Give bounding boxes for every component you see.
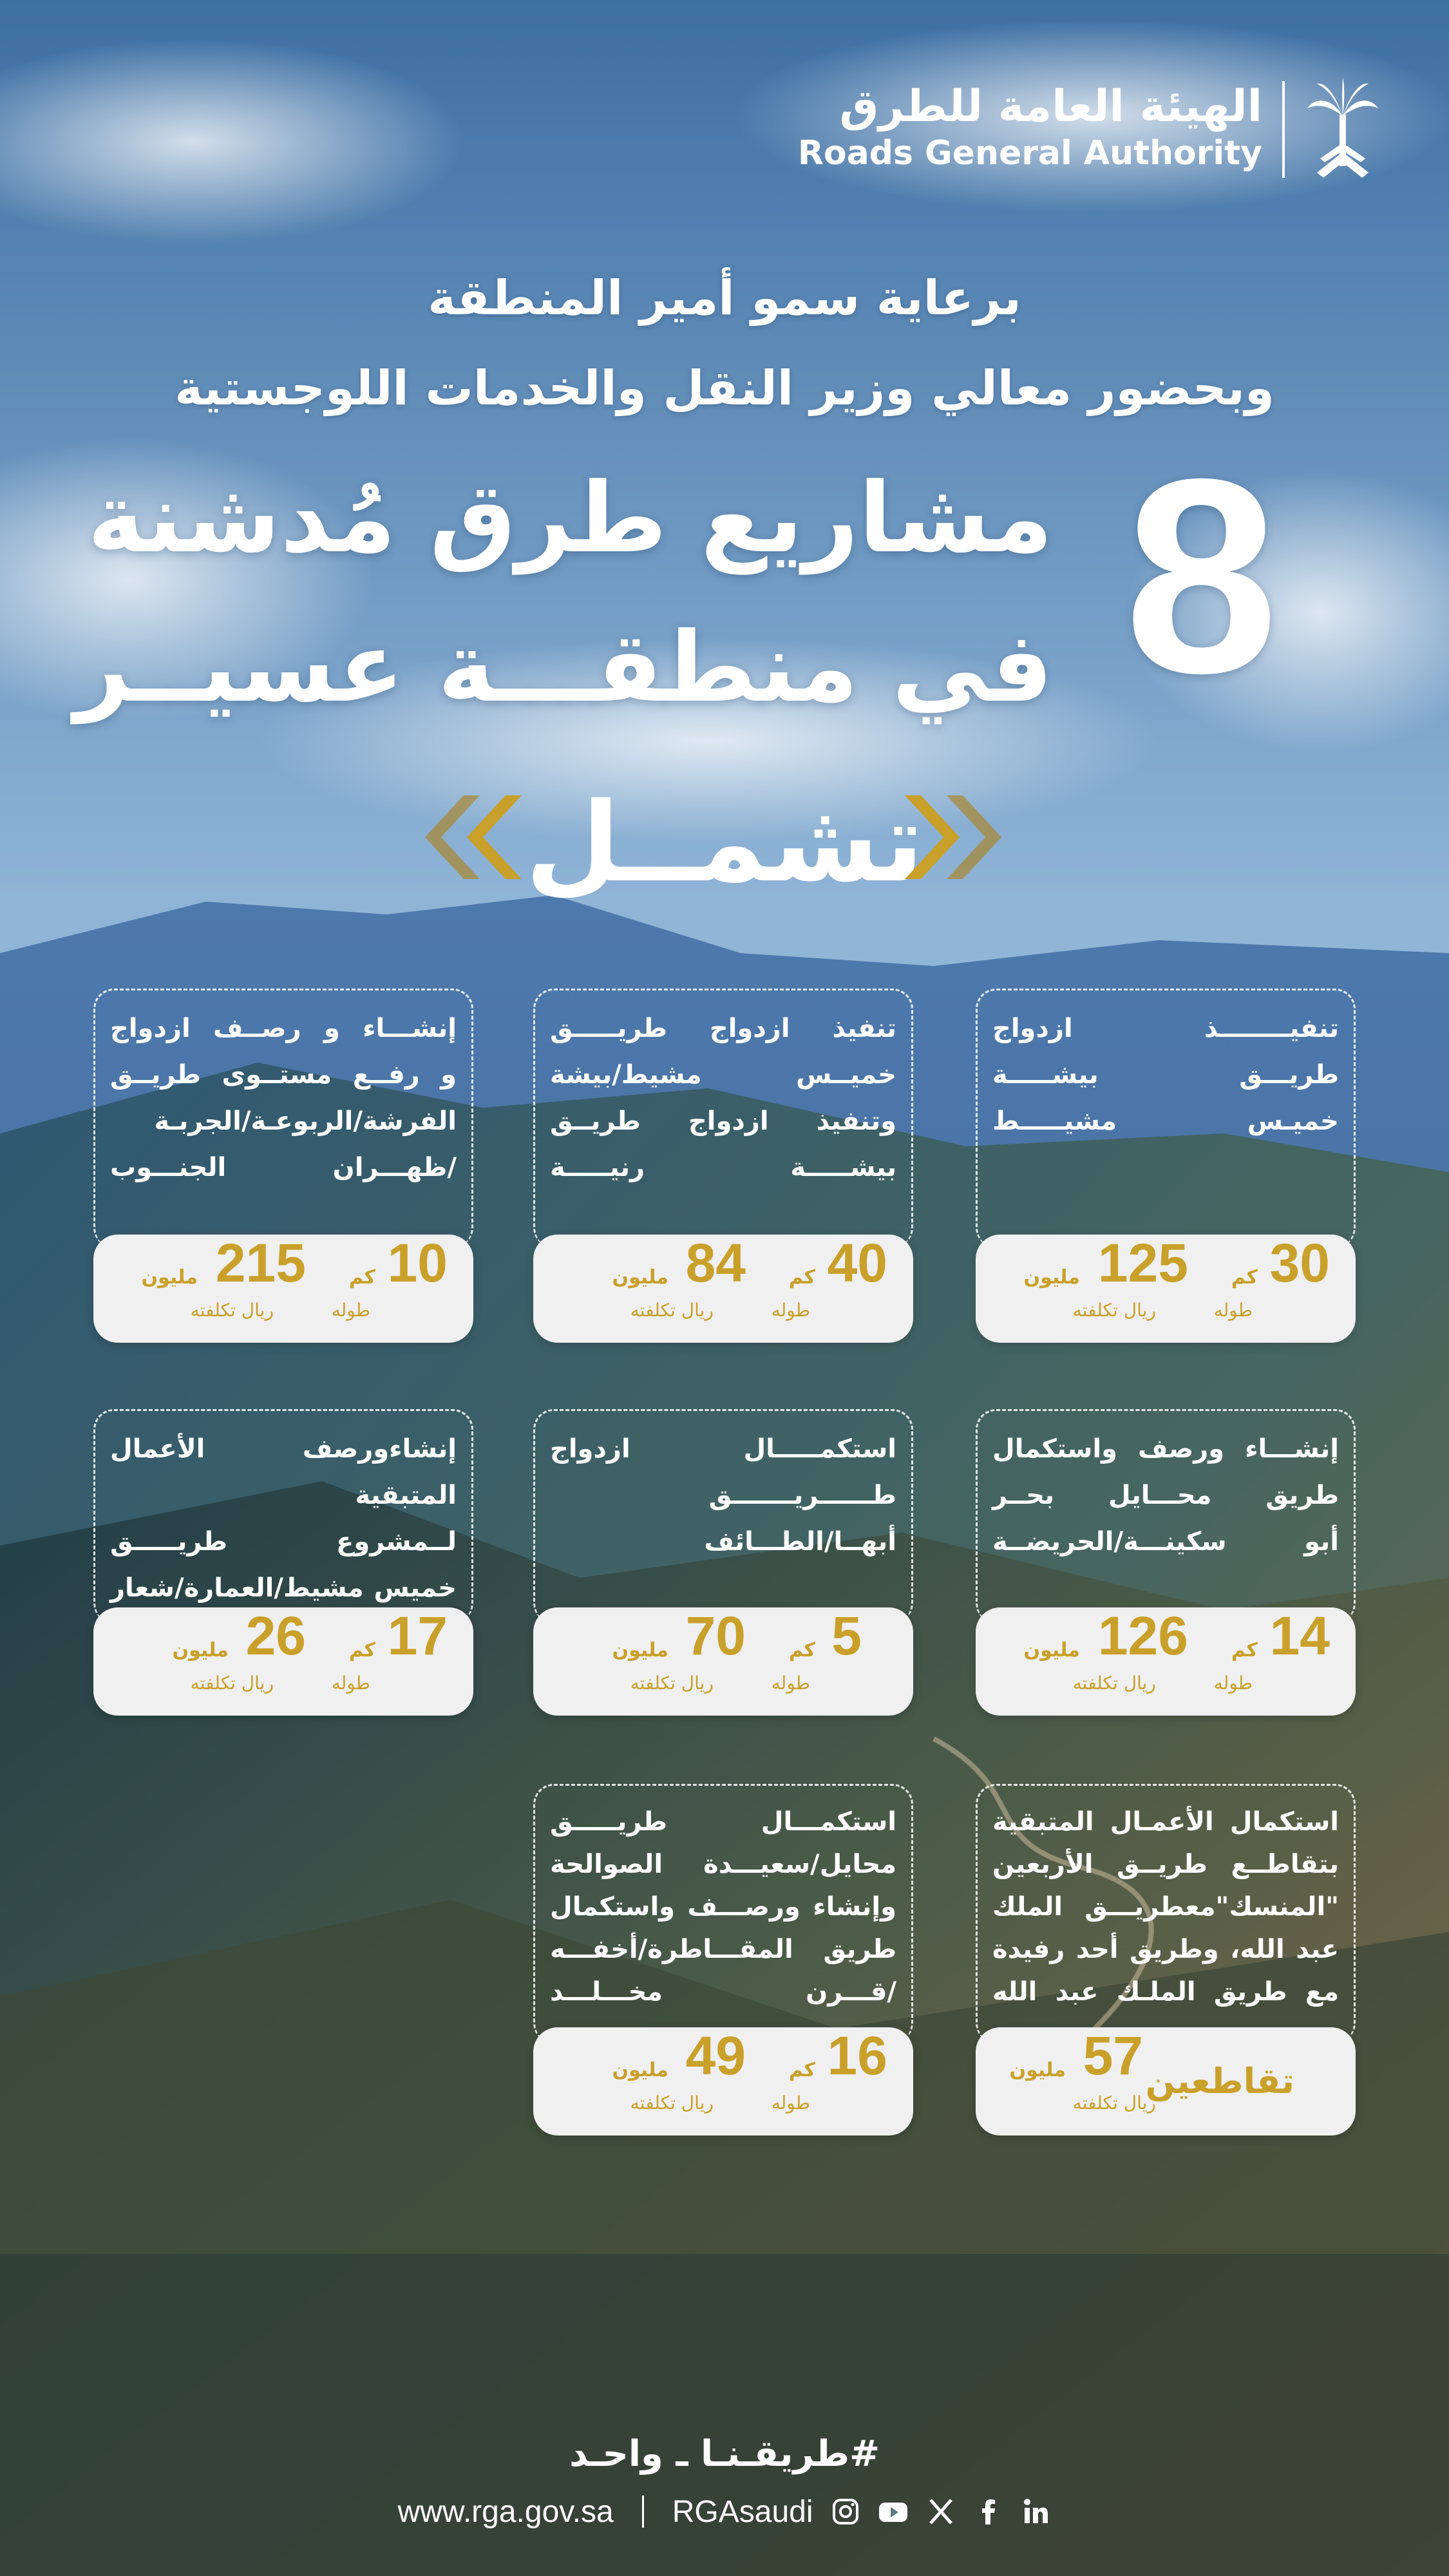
- project-card-5: [533, 1409, 913, 1718]
- cost-stat: [1001, 1605, 1195, 1703]
- project-description: تنفيذ ازدواج طريـــــق خميــس مشيط/بيشة وتنفيذ ازدواج طريــق بيشـــــة رنيـــــة: [550, 1014, 896, 1182]
- length-unit: كم: [789, 1639, 815, 1662]
- project-card-8: [533, 1784, 913, 2138]
- length-label: طوله: [1213, 1672, 1253, 1694]
- length-stat: [299, 1233, 448, 1330]
- project-description: إنشاءورصف الأعمال المتبقية لــمشروع طريـــــق خميس مشيط/العمارة/شعار: [110, 1434, 457, 1603]
- length-value: 14: [1269, 1605, 1330, 1666]
- social-handle[interactable]: RGAsaudi: [672, 2494, 813, 2529]
- logo-divider: [1282, 81, 1285, 178]
- cost-value: 84: [685, 1233, 746, 1293]
- cost-label: ريال تكلفته: [1072, 2092, 1156, 2114]
- length-value: 40: [827, 1233, 887, 1293]
- length-unit: كم: [349, 1266, 375, 1289]
- length-value: 17: [387, 1605, 448, 1666]
- cost-value: 215: [215, 1233, 306, 1293]
- project-stats: [533, 2027, 913, 2136]
- length-value: 10: [387, 1233, 448, 1293]
- cost-stat: [119, 1233, 312, 1330]
- project-stats: [533, 1235, 913, 1343]
- project-card-1: [976, 989, 1356, 1346]
- length-unit: كم: [349, 1639, 375, 1662]
- palm-tree-emblem-icon: [1304, 76, 1381, 185]
- length-unit: كم: [789, 2059, 815, 2081]
- cost-unit: مليون: [1009, 2059, 1066, 2081]
- cost-stat: [559, 2025, 752, 2123]
- project-stats: [93, 1235, 473, 1343]
- website-link[interactable]: www.rga.gov.sa: [397, 2494, 614, 2529]
- project-card-6: [93, 1409, 473, 1718]
- cost-label: ريال تكلفته: [630, 2092, 714, 2114]
- length-stat: [299, 1605, 448, 1703]
- project-stats: [976, 1235, 1356, 1343]
- project-description: تنفيــــــــذ ازدواج طريـــق بيشـــــة خميـس مشيـــــط: [992, 1014, 1339, 1136]
- cost-label: ريال تكلفته: [1072, 1672, 1156, 1694]
- cost-value: 26: [245, 1605, 306, 1666]
- cost-unit: مليون: [612, 1639, 668, 1662]
- headline-line1: مشاريع طرق مُدشنة: [87, 462, 1053, 574]
- length-stat: [739, 2025, 887, 2123]
- cost-label: ريال تكلفته: [190, 1672, 274, 1694]
- cost-label: ريال تكلفته: [630, 1300, 714, 1321]
- cost-label: ريال تكلفته: [190, 1300, 274, 1321]
- length-stat: [739, 1233, 887, 1330]
- cost-stat: [559, 1233, 752, 1330]
- cost-unit: مليون: [612, 2059, 668, 2081]
- project-card-2: [533, 989, 913, 1346]
- project-stats: [93, 1607, 473, 1716]
- chevron-right-icon: [898, 795, 1008, 879]
- length-value: 5: [831, 1605, 862, 1666]
- project-description: إنشـــاء ورصف واستكمال طريق محـــايل بحــر أبو سكينـــة/الحريضــة: [992, 1434, 1339, 1557]
- project-description: استكمال الأعمـال المتبقية بتقاطــع طريــق الأربعين "المنسك"معطريـــق الملك عبد الله، وطريق أحد رفيدة مع طريق الملـك عبد الله: [992, 1807, 1339, 2007]
- project-stats: [533, 1607, 913, 1716]
- includes-heading: تشمــل: [525, 779, 924, 907]
- attendance-line: وبحضور معالي وزير النقل والخدمات اللوجستية: [175, 361, 1274, 416]
- cost-unit: مليون: [172, 1639, 229, 1662]
- length-unit: كم: [1231, 1639, 1258, 1662]
- project-card-3: [93, 989, 473, 1346]
- length-unit: كم: [1231, 1266, 1258, 1289]
- project-description: إنشـــاء و رصــف ازدواج و رفــع مستــوى طريــق الفرشة/الربوعـة/الجربـة /ظهـــران الجنـــوب: [110, 1014, 457, 1182]
- length-label: طوله: [331, 1300, 370, 1321]
- project-stats: [976, 1607, 1356, 1716]
- cost-value: 49: [685, 2025, 746, 2086]
- length-label: طوله: [771, 2092, 810, 2114]
- facebook-icon[interactable]: [973, 2496, 1004, 2527]
- cost-unit: مليون: [1023, 1639, 1080, 1662]
- length-label: طوله: [331, 1672, 370, 1694]
- length-stat: [1182, 1233, 1330, 1330]
- length-value: 16: [827, 2025, 887, 2086]
- campaign-hashtag: #طريقـنـا ـ واحـد: [569, 2433, 880, 2475]
- cost-stat: [559, 1605, 752, 1703]
- cost-stat: [1001, 1233, 1195, 1330]
- project-description: استكمـــال طريـــــق محايل/سعيـــدة الصوالحة وإنشاء ورصـــف واستكمال طريق المقـــاطرة/أخفـــه /قـــرن مخـــلـــد: [550, 1807, 896, 2007]
- project-card-4: [976, 1409, 1356, 1718]
- project-card-7: [976, 1784, 1356, 2138]
- cost-label: ريال تكلفته: [630, 1672, 714, 1694]
- cost-stat: [119, 1605, 312, 1703]
- length-label: طوله: [771, 1300, 810, 1321]
- cost-stat: [1001, 2025, 1195, 2123]
- cost-value: 70: [685, 1605, 746, 1666]
- footer-divider: [642, 2496, 644, 2528]
- linkedin-icon[interactable]: [1021, 2496, 1052, 2527]
- headline-line2: في منطقـــة عسيــر: [74, 612, 1053, 724]
- length-value: 30: [1269, 1233, 1330, 1293]
- length-label: طوله: [771, 1672, 810, 1694]
- patronage-line: برعاية سمو أمير المنطقة: [428, 270, 1021, 326]
- intersections-value: تقاطعين: [1145, 2061, 1294, 2101]
- brand-name-english: Roads General Authority: [797, 134, 1262, 173]
- footer-bar: [0, 2489, 1449, 2534]
- cost-label: ريال تكلفته: [1072, 1300, 1156, 1321]
- cost-value: 57: [1083, 2025, 1143, 2086]
- length-unit: كم: [789, 1266, 815, 1289]
- youtube-icon[interactable]: [878, 2496, 909, 2527]
- project-stats: [976, 2027, 1356, 2136]
- x-icon[interactable]: [925, 2496, 956, 2527]
- project-count: 8: [1124, 422, 1278, 731]
- cost-unit: مليون: [141, 1266, 198, 1289]
- length-label: طوله: [1213, 1300, 1253, 1321]
- instagram-icon[interactable]: [830, 2496, 861, 2527]
- brand-name-arabic: الهيئة العامة للطرق: [839, 81, 1262, 132]
- length-stat: [1182, 1605, 1330, 1703]
- project-description: استكمـــــال ازدواج طــــــريـــــــق أبهــا/الطـــائف: [550, 1434, 896, 1557]
- cost-unit: مليون: [1023, 1266, 1080, 1289]
- cost-value: 125: [1097, 1233, 1188, 1293]
- brand-logo: [797, 76, 1381, 185]
- length-stat: [739, 1605, 887, 1703]
- cost-value: 126: [1097, 1605, 1188, 1666]
- cost-unit: مليون: [612, 1266, 668, 1289]
